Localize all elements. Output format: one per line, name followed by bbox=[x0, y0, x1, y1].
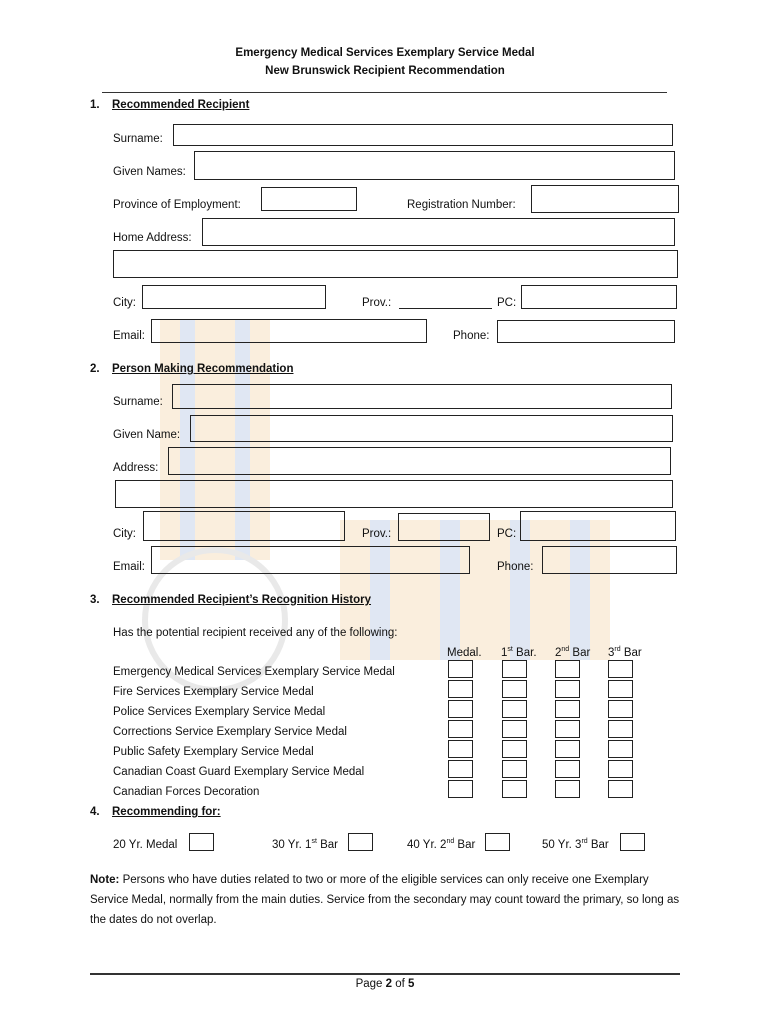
s1-pc-field[interactable] bbox=[521, 285, 677, 309]
history-bar3-checkbox[interactable] bbox=[608, 780, 633, 798]
history-bar1-checkbox[interactable] bbox=[502, 760, 527, 778]
recognition-question: Has the potential recipient received any of the following: bbox=[113, 627, 398, 639]
s1-pc-label: PC: bbox=[497, 297, 517, 309]
history-row-label: Police Services Exemplary Service Medal bbox=[113, 706, 326, 718]
s2-city-label: City: bbox=[113, 528, 136, 540]
col-bar2-header: 2nd Bar bbox=[555, 646, 591, 659]
opt-40yr-bar2-checkbox[interactable] bbox=[485, 833, 510, 851]
history-medal-checkbox[interactable] bbox=[448, 700, 473, 718]
s1-prov-label: Prov.: bbox=[362, 297, 392, 309]
s1-surname-field[interactable] bbox=[173, 124, 673, 146]
s2-address-field[interactable] bbox=[168, 447, 671, 475]
history-bar1-checkbox[interactable] bbox=[502, 700, 527, 718]
form-title: Emergency Medical Services Exemplary Service Medal bbox=[235, 47, 535, 59]
history-bar1-checkbox[interactable] bbox=[502, 720, 527, 738]
history-medal-checkbox[interactable] bbox=[448, 740, 473, 758]
section-4-heading: 4. Recommending for: bbox=[90, 806, 221, 818]
s1-province-field[interactable] bbox=[261, 187, 357, 211]
s2-pc-field[interactable] bbox=[520, 511, 676, 541]
history-bar2-checkbox[interactable] bbox=[555, 700, 580, 718]
s1-province-label: Province of Employment: bbox=[113, 199, 241, 211]
history-bar1-checkbox[interactable] bbox=[502, 680, 527, 698]
s1-email-field[interactable] bbox=[151, 319, 427, 343]
s2-phone-label: Phone: bbox=[497, 561, 534, 573]
section-2-heading: 2. Person Making Recommendation bbox=[90, 363, 294, 375]
s1-home-address-field[interactable] bbox=[202, 218, 675, 246]
history-bar2-checkbox[interactable] bbox=[555, 760, 580, 778]
history-row-label: Public Safety Exemplary Service Medal bbox=[113, 746, 314, 758]
s1-surname-label: Surname: bbox=[113, 133, 163, 145]
col-medal-header: Medal. bbox=[447, 647, 482, 659]
s1-city-field[interactable] bbox=[142, 285, 326, 309]
history-medal-checkbox[interactable] bbox=[448, 720, 473, 738]
history-medal-checkbox[interactable] bbox=[448, 680, 473, 698]
opt-20yr-medal-checkbox[interactable] bbox=[189, 833, 214, 851]
opt-30yr-bar1-checkbox[interactable] bbox=[348, 833, 373, 851]
s1-phone-label: Phone: bbox=[453, 330, 490, 342]
s1-city-label: City: bbox=[113, 297, 136, 309]
history-bar2-checkbox[interactable] bbox=[555, 680, 580, 698]
history-bar2-checkbox[interactable] bbox=[555, 720, 580, 738]
s2-given-name-field[interactable] bbox=[190, 415, 673, 442]
eligibility-note bbox=[90, 870, 690, 930]
col-bar3-header: 3rd Bar bbox=[608, 646, 642, 659]
s2-address-label: Address: bbox=[113, 462, 159, 474]
medal-watermark-image bbox=[140, 320, 620, 700]
col-bar1-header: 1st Bar. bbox=[501, 646, 537, 659]
history-row-label: Canadian Coast Guard Exemplary Service Medal bbox=[113, 766, 365, 778]
s2-given-name-label: Given Name: bbox=[113, 429, 181, 441]
history-medal-checkbox[interactable] bbox=[448, 660, 473, 678]
history-row-label: Corrections Service Exemplary Service Medal bbox=[113, 726, 347, 738]
s2-surname-field[interactable] bbox=[172, 384, 672, 409]
note-label: Note: bbox=[90, 874, 120, 886]
s1-home-address-line2-field[interactable] bbox=[113, 250, 678, 278]
s2-surname-label: Surname: bbox=[113, 396, 163, 408]
s2-pc-label: PC: bbox=[497, 528, 517, 540]
history-bar2-checkbox[interactable] bbox=[555, 660, 580, 678]
opt-30yr-bar1-label: 30 Yr. 1st Bar bbox=[272, 838, 338, 851]
history-row-label: Emergency Medical Services Exemplary Service Medal bbox=[113, 666, 395, 678]
history-bar3-checkbox[interactable] bbox=[608, 760, 633, 778]
s1-registration-field[interactable] bbox=[531, 185, 679, 213]
s1-given-names-label: Given Names: bbox=[113, 166, 186, 178]
history-row-label: Fire Services Exemplary Service Medal bbox=[113, 686, 314, 698]
s1-given-names-field[interactable] bbox=[194, 151, 675, 180]
history-bar3-checkbox[interactable] bbox=[608, 680, 633, 698]
history-bar1-checkbox[interactable] bbox=[502, 740, 527, 758]
s2-prov-field[interactable] bbox=[398, 513, 490, 541]
s2-phone-field[interactable] bbox=[542, 546, 677, 574]
s2-address-line2-field[interactable] bbox=[115, 480, 673, 508]
history-bar2-checkbox[interactable] bbox=[555, 780, 580, 798]
opt-50yr-bar3-checkbox[interactable] bbox=[620, 833, 645, 851]
form-subtitle: New Brunswick Recipient Recommendation bbox=[265, 65, 505, 77]
s1-registration-label: Registration Number: bbox=[407, 199, 516, 211]
s1-phone-field[interactable] bbox=[497, 320, 675, 343]
history-bar1-checkbox[interactable] bbox=[502, 780, 527, 798]
section-1-heading: 1. Recommended Recipient bbox=[90, 99, 250, 111]
s1-email-label: Email: bbox=[113, 330, 145, 342]
history-bar3-checkbox[interactable] bbox=[608, 720, 633, 738]
section-3-heading: 3. Recommended Recipient’s Recognition History bbox=[90, 594, 372, 606]
s1-home-address-label: Home Address: bbox=[113, 232, 192, 244]
history-bar3-checkbox[interactable] bbox=[608, 700, 633, 718]
s1-prov-field[interactable] bbox=[399, 294, 492, 309]
history-bar2-checkbox[interactable] bbox=[555, 740, 580, 758]
s2-prov-label: Prov.: bbox=[362, 528, 392, 540]
opt-50yr-bar3-label: 50 Yr. 3rd Bar bbox=[542, 838, 609, 851]
header-divider bbox=[102, 92, 667, 93]
s2-email-field[interactable] bbox=[151, 546, 470, 574]
history-bar3-checkbox[interactable] bbox=[608, 740, 633, 758]
page-number: Page 2 of 5 bbox=[355, 978, 415, 990]
s2-city-field[interactable] bbox=[143, 511, 345, 541]
opt-20yr-medal-label: 20 Yr. Medal bbox=[113, 839, 178, 851]
history-bar1-checkbox[interactable] bbox=[502, 660, 527, 678]
note-text: Persons who have duties related to two or more of the eligible services can only receive one Exemplary Service Medal, normally from the main duties. Service from the secondary may count toward the primary, so long as the dates do not overlap. bbox=[90, 874, 680, 926]
s2-email-label: Email: bbox=[113, 561, 145, 573]
history-medal-checkbox[interactable] bbox=[448, 780, 473, 798]
history-row-label: Canadian Forces Decoration bbox=[113, 786, 260, 798]
opt-40yr-bar2-label: 40 Yr. 2nd Bar bbox=[407, 838, 476, 851]
history-bar3-checkbox[interactable] bbox=[608, 660, 633, 678]
history-medal-checkbox[interactable] bbox=[448, 760, 473, 778]
footer-divider bbox=[90, 973, 680, 975]
